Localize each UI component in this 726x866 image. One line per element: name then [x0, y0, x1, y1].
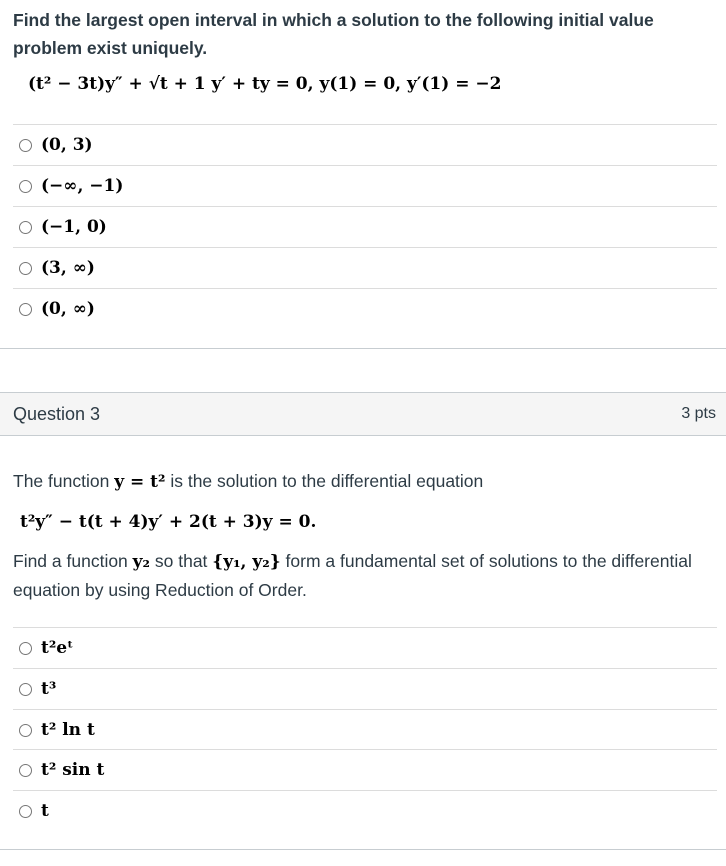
question-3-instruction: [13, 547, 703, 604]
find-suffix: form a fundamental set of solutions to the differential equation by using Reduction of Order.: [13, 551, 692, 600]
radio-button[interactable]: [19, 805, 32, 818]
question-title: Question 3: [13, 404, 101, 424]
intro-suffix: is the solution to the differential equation: [170, 471, 484, 491]
find-mid: so that: [154, 551, 208, 571]
answer-label: t² sin t: [41, 760, 105, 780]
answer-option[interactable]: [13, 247, 717, 288]
answer-label: t² ln t: [41, 720, 95, 740]
answer-option[interactable]: [13, 790, 717, 831]
answer-option[interactable]: [13, 124, 717, 165]
question-2-prompt: Find the largest open interval in which a solution to the following initial value problem exist uniquely.: [13, 10, 654, 58]
answer-label: t: [41, 801, 49, 821]
answer-label: (3, ∞): [41, 258, 95, 278]
radio-button[interactable]: [19, 180, 32, 193]
answer-label: (−1, 0): [41, 217, 107, 237]
radio-button[interactable]: [19, 262, 32, 275]
answer-option[interactable]: [13, 749, 717, 790]
question-3-intro: [13, 467, 703, 496]
intro-math: y = t²: [114, 472, 166, 492]
question-2-equation: (t² − 3t)y″ + √t + 1 y′ + ty = 0, y(1) = 0, y′(1) = −2: [28, 74, 502, 94]
answer-option[interactable]: [13, 288, 717, 329]
radio-button[interactable]: [19, 642, 32, 655]
find-set: {y₁, y₂}: [212, 552, 281, 572]
radio-button[interactable]: [19, 764, 32, 777]
answer-option[interactable]: [13, 668, 717, 709]
radio-button[interactable]: [19, 303, 32, 316]
intro-prefix: The function: [13, 471, 110, 491]
radio-button[interactable]: [19, 724, 32, 737]
answer-label: (0, ∞): [41, 299, 95, 319]
radio-button[interactable]: [19, 683, 32, 696]
answer-label: (−∞, −1): [41, 176, 124, 196]
answer-label: (0, 3): [41, 135, 93, 155]
find-prefix: Find a function: [13, 551, 128, 571]
answer-option[interactable]: [13, 165, 717, 206]
answer-option[interactable]: [13, 627, 717, 668]
answer-label: t²eᵗ: [41, 638, 74, 658]
answer-label: t³: [41, 679, 57, 699]
radio-button[interactable]: [19, 139, 32, 152]
question-divider: [0, 348, 726, 349]
radio-button[interactable]: [19, 221, 32, 234]
question-3-header: [0, 392, 726, 436]
answer-option[interactable]: [13, 709, 717, 750]
question-3-equation: t²y″ − t(t + 4)y′ + 2(t + 3)y = 0.: [20, 512, 317, 532]
question-points: 3 pts: [681, 405, 716, 422]
question-divider: [0, 849, 726, 850]
answer-option[interactable]: [13, 206, 717, 247]
find-y2: y₂: [132, 552, 150, 572]
